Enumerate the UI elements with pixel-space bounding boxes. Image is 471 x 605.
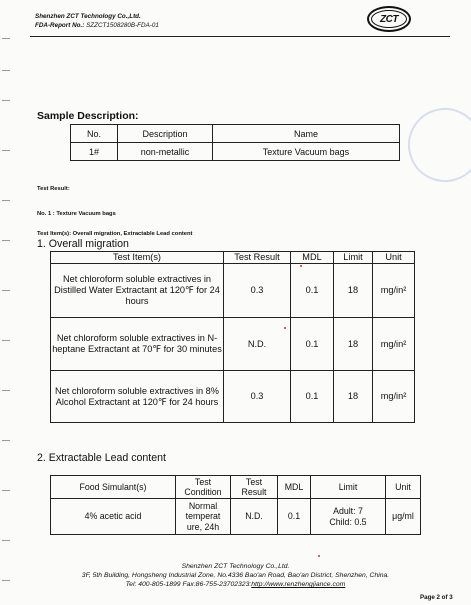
overall-migration-table [50,251,415,423]
ink-speck [318,555,320,557]
col-header: Test Item(s) [51,252,224,264]
margin-mark [2,38,10,39]
result-cell: N.D. [231,499,278,535]
table-header-row [51,252,415,264]
footer-contact-line [0,581,471,588]
test-item-cell: Net chloroform soluble extractives in Distilled Water Extractant at 120℉ for 24 hours [51,264,224,318]
table-row [51,264,415,318]
col-header: Description [118,125,213,143]
limit-cell: 18 [334,371,373,423]
ink-speck [284,327,286,329]
col-header: MDL [291,252,334,264]
test-result-label: Test Result: [37,186,70,192]
margin-mark [2,540,10,541]
simulant-cell: 4% acetic acid [51,499,176,535]
mdl-cell: 0.1 [291,371,334,423]
company-name: Shenzhen ZCT Technology Co.,Ltd. [35,13,141,20]
col-header: Test Result [231,476,278,499]
test-items-line: Test Item(s): Overall migration, Extractable Lead content [37,231,193,237]
limit-cell: 18 [334,318,373,371]
mdl-cell: 0.1 [291,318,334,371]
report-header [35,13,159,30]
col-header: Test Result [224,252,291,264]
col-header: No. [71,125,118,143]
margin-mark [2,290,10,291]
col-header: Limit [334,252,373,264]
result-cell: N.D. [224,318,291,371]
table-row [51,499,421,535]
margin-mark [2,150,10,151]
col-header: Name [213,125,400,143]
table-header-row [51,476,421,499]
limit-cell [311,499,386,535]
table-row [71,143,400,161]
col-header: MDL [278,476,311,499]
margin-mark [2,240,10,241]
logo-text: ZCT [371,10,407,28]
limit-child: Child: 0.5 [329,516,367,527]
col-header: Food Simulant(s) [51,476,176,499]
footer-company: Shenzhen ZCT Technology Co.,Ltd. [181,563,290,570]
table-row [51,371,415,423]
cell: Texture Vacuum bags [213,143,400,161]
unit-cell: μg/ml [386,499,421,535]
report-number: SZZCT1508280B-FDA-01 [86,21,159,29]
col-header: Unit [373,252,415,264]
overall-migration-title: 1. Overall migration [37,238,129,250]
col-header: Unit [386,476,421,499]
unit-cell: mg/in² [373,371,415,423]
margin-mark [2,440,10,441]
footer-website-link[interactable]: http://www.renzhengjiance.com [251,581,346,588]
margin-mark [2,200,10,201]
sample-description-heading: Sample Description: [37,110,139,122]
margin-mark [2,490,10,491]
table-header-row [71,125,400,143]
margin-mark [2,100,10,101]
result-cell: 0.3 [224,264,291,318]
margin-mark [2,340,10,341]
mdl-cell: 0.1 [278,499,311,535]
margin-mark [2,70,10,71]
ink-speck [300,265,302,267]
col-header: Limit [311,476,386,499]
extractable-lead-title: 2. Extractable Lead content [37,452,166,464]
limit-adult: Adult: 7 [333,506,363,516]
condition-cell: Normal temperat ure, 24h [176,499,231,535]
table-row [51,318,415,371]
sample-line: No. 1 : Texture Vacuum bags [37,211,116,217]
header-rule [30,36,450,37]
report-number-label: FDA-Report No.: [35,21,85,29]
col-header: Test Condition [176,476,231,499]
sample-description-table [70,124,400,161]
footer-address: 3F, 5th Building, Hongsheng Industrial Zone, No.4336 Bao'an Road, Bao'an District, Shenzhen, China. [81,572,390,579]
limit-cell: 18 [334,264,373,318]
stamp-watermark [398,98,471,191]
test-item-cell: Net chloroform soluble extractives in N-heptane Extractant at 70℉ for 30 minutes [51,318,224,371]
cell: non-metallic [118,143,213,161]
cell: 1# [71,143,118,161]
extractable-lead-table [50,475,421,535]
test-item-cell: Net chloroform soluble extractives in 8% Alcohol Extractant at 120℉ for 24 hours [51,371,224,423]
unit-cell: mg/in² [373,318,415,371]
report-number-line [35,22,159,31]
margin-mark [2,390,10,391]
unit-cell: mg/in² [373,264,415,318]
zct-logo [367,6,411,32]
mdl-cell: 0.1 [291,264,334,318]
result-cell: 0.3 [224,371,291,423]
footer-contact: Tel: 400-805-1899 Fax:86-755-23702323: [125,581,252,588]
page-number: Page 2 of 3 [420,594,453,601]
